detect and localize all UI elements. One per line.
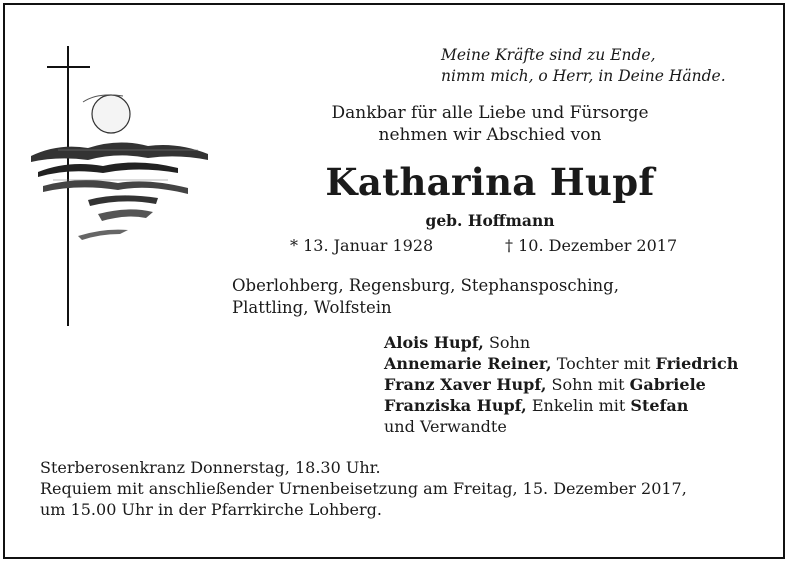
mourner-name: Alois Hupf,: [384, 333, 484, 352]
mourner-relation: Sohn: [483, 333, 531, 352]
mourner-name: Franz Xaver Hupf,: [384, 375, 547, 394]
places-list: [232, 275, 619, 319]
death-date: † 10. Dezember 2017: [505, 236, 678, 255]
places-line: Plattling, Wolfstein: [232, 298, 392, 317]
mourner-row: [384, 353, 738, 374]
service-line: Requiem mit anschließender Urnenbeisetzung am Freitag, 15. Dezember 2017,: [40, 479, 687, 498]
mourner-name: Franziska Hupf,: [384, 396, 527, 415]
mourner-relation: Sohn mit: [546, 375, 630, 394]
mourner-partner: Friedrich: [655, 354, 739, 373]
moon-landscape-illustration: [28, 88, 223, 248]
mourners-list: [384, 332, 738, 437]
mourner-name: Annemarie Reiner,: [384, 354, 552, 373]
mourner-partner: Gabriele: [629, 375, 706, 394]
mourner-row: [384, 332, 738, 353]
mourner-row: [384, 374, 738, 395]
mourner-relation: Enkelin mit: [526, 396, 631, 415]
intro-line: Dankbar für alle Liebe und Fürsorge: [331, 103, 649, 123]
service-info: [40, 457, 687, 520]
motto-line: nimm mich, o Herr, in Deine Hände.: [441, 67, 726, 85]
mourner-row: [384, 416, 738, 437]
motto-verse: [441, 45, 726, 87]
motto-line: Meine Kräfte sind zu Ende,: [441, 46, 656, 64]
mourner-row: [384, 395, 738, 416]
places-line: Oberlohberg, Regensburg, Stephansposching,: [232, 276, 619, 295]
intro-line: nehmen wir Abschied von: [378, 125, 602, 145]
intro-text: [318, 102, 662, 146]
birth-date: * 13. Januar 1928: [290, 236, 434, 255]
mourner-partner: Stefan: [630, 396, 689, 415]
deceased-name: Katharina Hupf: [325, 160, 655, 204]
mourner-relation: und Verwandte: [384, 417, 507, 436]
service-line: um 15.00 Uhr in der Pfarrkirche Lohberg.: [40, 500, 382, 519]
birth-name: geb. Hoffmann: [425, 211, 555, 230]
mourner-relation: Tochter mit: [551, 354, 656, 373]
service-line: Sterberosenkranz Donnerstag, 18.30 Uhr.: [40, 458, 381, 477]
